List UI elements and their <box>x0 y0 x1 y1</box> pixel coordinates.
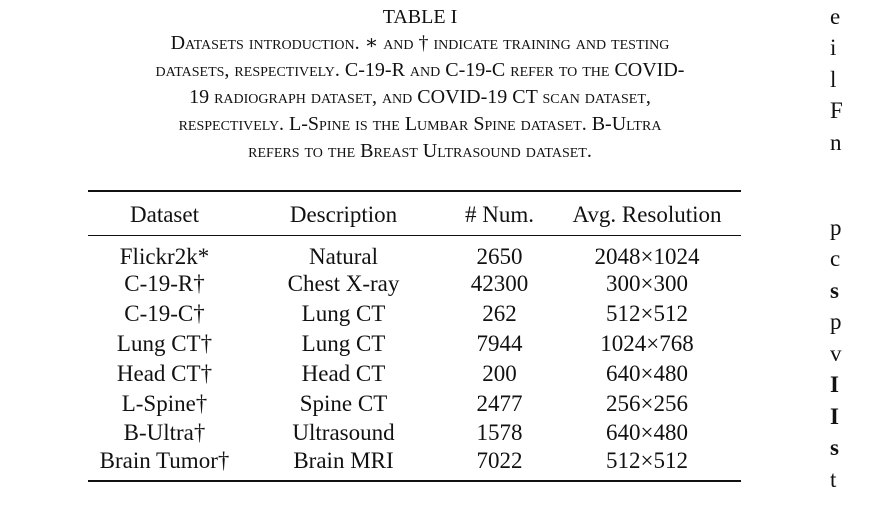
cell-resolution: 640×480 <box>606 360 688 386</box>
text-fragment: c <box>830 246 841 271</box>
cell-dataset: Flickr2k* <box>119 243 210 269</box>
table-row <box>88 389 741 419</box>
cell-dataset: Head CT† <box>116 360 213 386</box>
text-fragment: e <box>830 4 841 29</box>
table-label: TABLE I <box>382 6 458 28</box>
text-fragment: t <box>830 467 837 492</box>
table-row <box>88 235 741 270</box>
cell-num: 2477 <box>476 390 523 416</box>
cell-num: 1578 <box>476 420 523 446</box>
cell-description: Spine CT <box>299 390 388 416</box>
header-dataset: Dataset <box>130 202 199 228</box>
caption-line: refers to the Breast Ultrasound dataset. <box>248 140 592 162</box>
text-fragment: F <box>830 98 843 123</box>
text-fragment: i <box>830 35 837 60</box>
caption-line: datasets, respectively. C-19-R and C-19-C refer to the COVID- <box>155 59 685 81</box>
cell-resolution: 300×300 <box>606 271 688 297</box>
cell-num: 2650 <box>476 243 523 269</box>
table-header-row <box>88 191 741 235</box>
cell-num: 262 <box>482 301 517 327</box>
header-avg-resolution: Avg. Resolution <box>572 202 722 228</box>
cell-num: 7022 <box>476 448 523 474</box>
cell-description: Lung CT <box>301 330 386 356</box>
cell-description: Chest X-ray <box>287 271 400 297</box>
cell-description: Head CT <box>301 360 386 386</box>
header-num: # Num. <box>465 202 534 228</box>
cell-resolution: 1024×768 <box>600 330 694 356</box>
cell-resolution: 640×480 <box>606 420 688 446</box>
cell-dataset: L-Spine† <box>121 390 208 416</box>
cell-resolution: 2048×1024 <box>594 243 700 269</box>
text-fragment: l <box>830 67 837 92</box>
cell-description: Brain MRI <box>293 448 394 474</box>
table-row <box>88 418 741 448</box>
caption-line: 19 radiograph dataset, and COVID-19 CT scan dataset, <box>189 86 651 108</box>
cell-dataset: C-19-C† <box>124 301 205 327</box>
text-fragment: s <box>830 435 839 460</box>
cell-num: 7944 <box>476 330 523 356</box>
header-description: Description <box>289 202 398 228</box>
caption-line: respectively. L-Spine is the Lumbar Spine dataset. B-Ultra <box>178 113 662 135</box>
text-fragment: s <box>830 278 839 303</box>
cell-resolution: 512×512 <box>606 448 688 474</box>
cell-dataset: C-19-R† <box>124 271 205 297</box>
cell-description: Natural <box>309 243 378 269</box>
text-fragment: p <box>830 309 842 334</box>
table-row <box>88 299 741 329</box>
cell-dataset: B-Ultra† <box>123 420 206 446</box>
cell-description: Lung CT <box>301 301 386 327</box>
cell-resolution: 256×256 <box>606 390 688 416</box>
table-row <box>88 270 741 300</box>
cell-num: 42300 <box>470 271 529 297</box>
cell-dataset: Brain Tumor† <box>99 448 230 474</box>
text-fragment: p <box>830 215 842 240</box>
table-caption <box>40 30 800 165</box>
table-row <box>88 359 741 389</box>
text-fragment: n <box>830 130 842 155</box>
table-row <box>88 448 741 481</box>
cell-resolution: 512×512 <box>606 301 688 327</box>
table-caption-block <box>40 4 800 165</box>
cell-num: 200 <box>482 360 517 386</box>
text-fragment: v <box>830 341 842 366</box>
cell-dataset: Lung CT† <box>116 330 213 356</box>
text-fragment: I <box>830 404 839 429</box>
cell-description: Ultrasound <box>292 420 395 446</box>
caption-line: Datasets introduction. ∗ and † indicate training and testing <box>170 32 670 54</box>
text-fragment: I <box>830 372 839 397</box>
datasets-table <box>88 190 741 482</box>
table-row <box>88 329 741 359</box>
